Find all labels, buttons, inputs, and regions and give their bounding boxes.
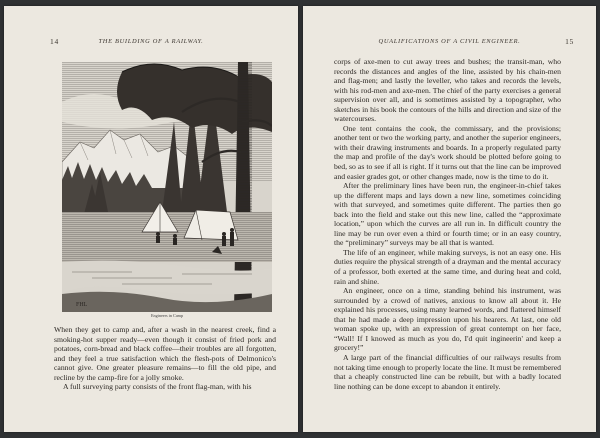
left-page bbox=[4, 6, 298, 432]
engraving-engineers-in-camp bbox=[62, 62, 272, 312]
right-paragraph-6: A large part of the financial difficulties of our railways results from not taking time enough to properly locate the line. It must be remembered that a cheaply constructed line can be rebuilt, but with a badly located line nothing can be done except to abandon it entirely. bbox=[334, 352, 561, 391]
left-paragraph-2: A full surveying party consists of the front flag-man, with his bbox=[63, 382, 252, 392]
left-page-number: 14 bbox=[50, 37, 59, 46]
engraving-illustration bbox=[62, 62, 272, 312]
right-body-text bbox=[334, 57, 561, 391]
right-paragraph-2: One tent contains the cook, the commissary, and the provisions; another tent or two the working party, and another the superior engineers, with their drawing instruments and boards. In a properly regulated party the map and profile of the day's work should be plotted before going to bed, so as to see if all is right. If it turns out that the line can be improved and easier grades got, or other changes made, now is the time to do it. bbox=[334, 123, 561, 181]
artist-monogram: FHL bbox=[76, 302, 88, 308]
right-paragraph-4: The life of an engineer, while making surveys, is not an easy one. His duties require the physical strength of a drayman and the mental accuracy of a professor, both exerted at the same time, and during heat and cold, rain and shine. bbox=[334, 247, 561, 286]
right-paragraph-1: corps of axe-men to cut away trees and bushes; the transit-man, who records the distances and angles of the line, assisted by his chain-men and flag-men; and lastly the leveller, who takes and records the levels, with his rod-men and axe-men. The chief of the party exercises a general supervision over all, and is sometimes assisted by a topographer, who sketches in his book the contours of the hills and direction and size of the watercourses. bbox=[334, 57, 561, 124]
right-page-number: 15 bbox=[565, 37, 574, 46]
left-body-text bbox=[54, 325, 276, 392]
figure-caption: Engineers in Camp bbox=[150, 313, 184, 318]
right-page bbox=[303, 6, 596, 432]
right-paragraph-3: After the preliminary lines have been run, the engineer-in-chief takes up the different maps and lays down a new line, sometimes coinciding with that surveyed, and sometimes quite different. The parties then go back into the field and stake out this new line, called the “approximate location,” upon which the curves are all run in. In difficult country the line may be run over even a third or fourth time; or in an easy country, the “preliminary” surveys may be all that is wanted. bbox=[334, 181, 561, 248]
right-paragraph-5: An engineer, once on a time, standing behind his instrument, was surrounded by a crowd of natives, anxious to know all about it. He explained his processes, using many learned words, and flattered himself that he had made a deep impression upon his hearers. At last, one old woman spoke up, with an expression of great contempt on her face, “Wall! If I knowed as much as you do, I'd quit ingineerin' and keep a grocery!” bbox=[334, 286, 561, 353]
left-paragraph-1: When they get to camp and, after a wash in the nearest creek, find a smoking-hot supper ready—even though it consist of fried pork and potatoes, corn-bread and black coffee—their troubles are all forgotten, and they feel a true satisfaction which the flesh-pots of Delmonico's cannot give. One greater pleasure remains—to fill the old pipe, and recline by the camp-fire for a jolly smoke. bbox=[54, 325, 276, 382]
left-running-title: THE BUILDING OF A RAILWAY. bbox=[98, 38, 204, 45]
right-running-title: QUALIFICATIONS OF A CIVIL ENGINEER. bbox=[378, 38, 521, 45]
